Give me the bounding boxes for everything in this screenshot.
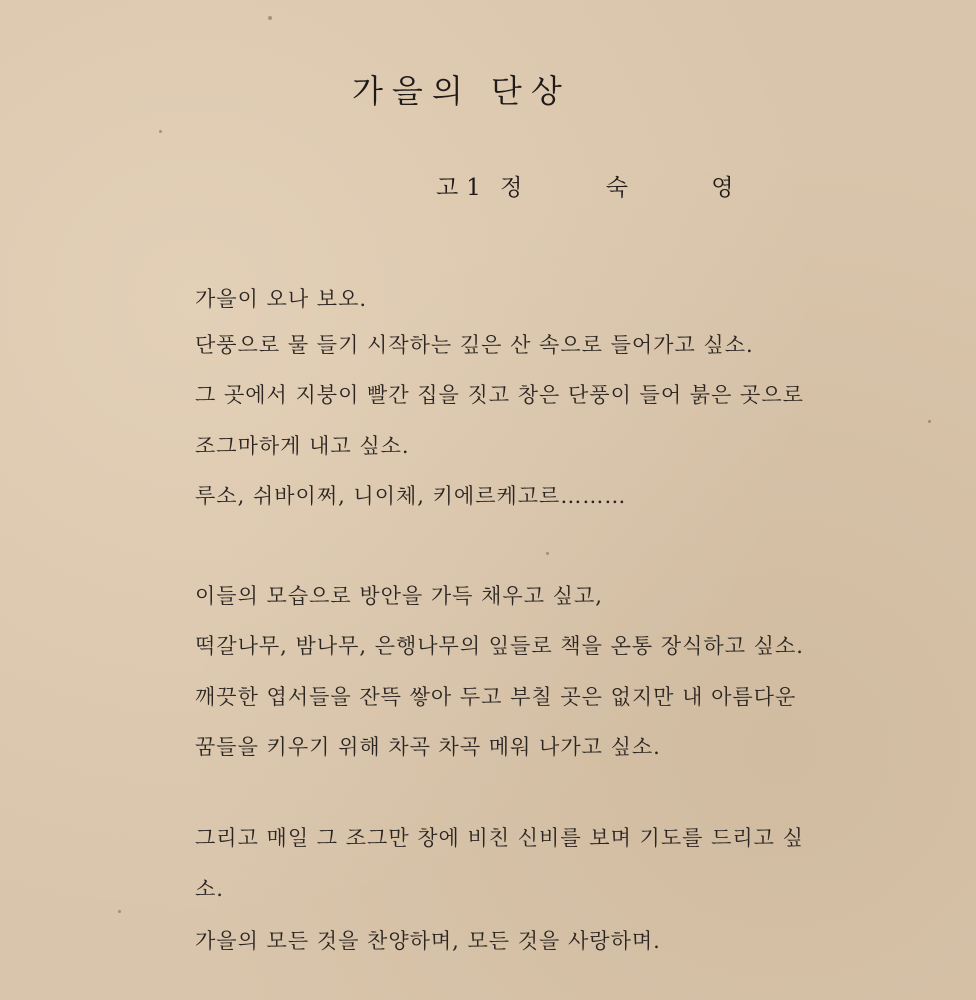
paper-speck — [159, 130, 162, 133]
body-line: 떡갈나무, 밤나무, 은행나무의 잎들로 책을 온통 장식하고 싶소. — [195, 634, 804, 658]
body-line: 꿈들을 키우기 위해 차곡 차곡 메워 나가고 싶소. — [195, 735, 661, 759]
body-line: 루소, 쉬바이쩌, 니이체, 키에르케고르……… — [195, 484, 627, 508]
paper-speck — [546, 552, 549, 555]
body-line: 소. — [195, 877, 224, 901]
body-line: 조그마하게 내고 싶소. — [195, 434, 410, 458]
paper-speck — [928, 420, 931, 423]
page-title: 가을의 단상 — [352, 72, 571, 110]
body-line: 그리고 매일 그 조그만 창에 비친 신비를 보며 기도를 드리고 싶 — [195, 826, 804, 850]
body-line: 그 곳에서 지붕이 빨간 집을 짓고 창은 단풍이 들어 붉은 곳으로 — [195, 383, 804, 407]
author-grade: 고1 — [436, 175, 489, 201]
body-line: 가을의 모든 것을 찬양하며, 모든 것을 사랑하며. — [195, 929, 661, 953]
author-name: 정 숙 영 — [500, 175, 740, 201]
author-line — [436, 169, 739, 202]
body-line: 단풍으로 물 들기 시작하는 깊은 산 속으로 들어가고 싶소. — [195, 333, 754, 357]
body-line: 이들의 모습으로 방안을 가득 채우고 싶고, — [195, 584, 603, 608]
paper-speck — [118, 910, 121, 913]
paper-speck — [268, 16, 272, 20]
body-line: 가을이 오나 보오. — [195, 287, 368, 311]
body-line: 깨끗한 엽서들을 잔뜩 쌓아 두고 부칠 곳은 없지만 내 아름다운 — [195, 685, 797, 709]
